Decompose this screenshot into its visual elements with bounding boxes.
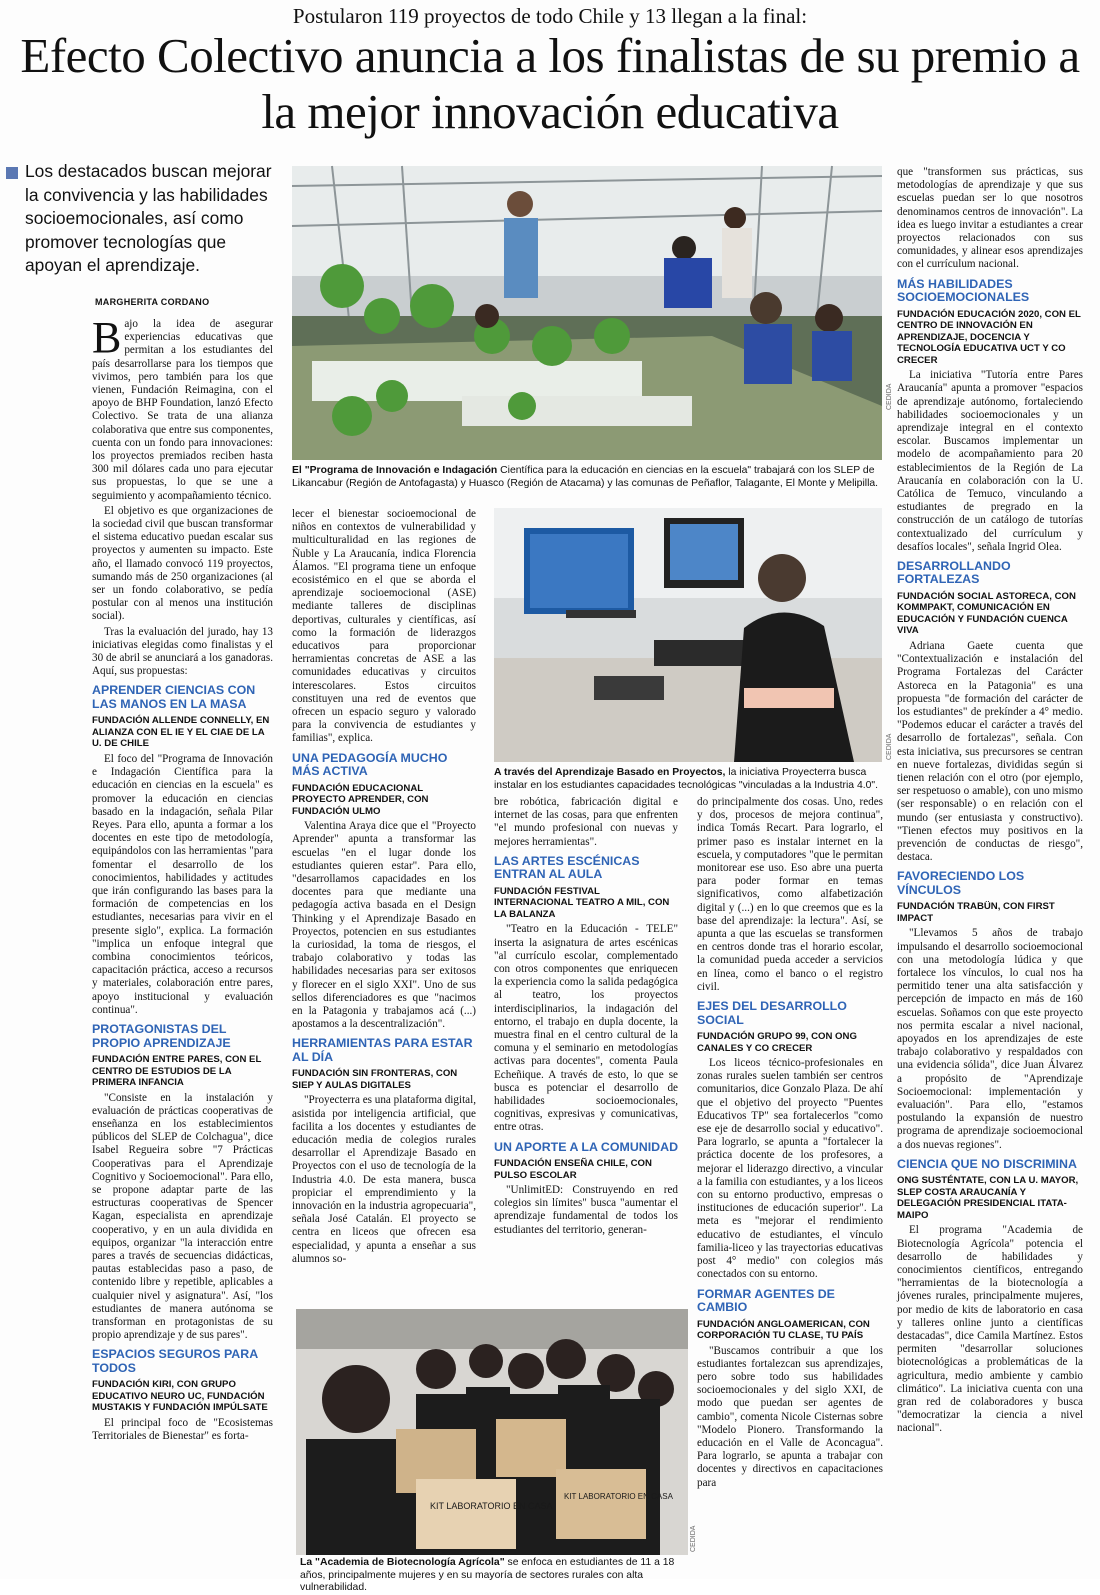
byline: MARGHERITA CORDANO [95,297,210,307]
body-paragraph: El objetivo es que organizaciones de la sociedad civil que buscan transformar el sistema educativo puedan escalar sus proyectos y aumenten su impacto. Este año, el llamado convocó 119 proyectos, sumando más de 250 organizaciones (al ser un fondo colaborativo, se pedía postular con al menos una institución social). [92,504,273,623]
section-heading: UNA PEDAGOGÍA MUCHO MÁS ACTIVA [292,750,448,779]
organization-line: FUNDACIÓN TRABÜN, CON FIRST IMPACT [897,901,1055,924]
section-heading: LAS ARTES ESCÉNICAS ENTRAN AL AULA [494,853,640,882]
organization-line: FUNDACIÓN ENTRE PARES, CON EL CENTRO DE ESTUDIOS DE LA PRIMERA INFANCIA [92,1054,262,1089]
section-heading: CIENCIA QUE NO DISCRIMINA [897,1156,1077,1171]
organization-line: FUNDACIÓN EDUCACIONAL PROYECTO APRENDER, CON FUNDACIÓN ULMO [292,782,429,817]
section-heading: EJES DEL DESARROLLO SOCIAL [697,999,847,1027]
kit-box-label: KIT LABORATORIO EN CASA [430,1501,553,1511]
photo-credit: CEDIDA [886,383,893,410]
kit-box-label: KIT LABORATORIO EN CASA [564,1492,673,1501]
body-paragraph: "Teatro en la Educación - TELE" inserta la asignatura de artes escénicas "al currículo escolar, complementado con otros componentes que enriquecen la experiencia como la salida pedagógica al teatro, los proyectos interdisciplinarios, la indagación del entorno, el trabajo en dupla docente, la muestra final en el centro cultural de la comuna y el seminario en metodologías activas para docentes", comenta Paula Echeñique. A través de esto, lo que se busca es potenciar el desarrollo de habilidades socioemocionales, cognitivas, expresivas y comunicativas, entre otras. [494,923,678,1134]
organization-line: FUNDACIÓN SOCIAL ASTORECA, CON KOMMPAKT, COMUNICACIÓN EN EDUCACIÓN Y FUNDACIÓN CUENCA VIVA [897,590,1076,637]
section-heading: MÁS HABILIDADES SOCIOEMOCIONALES [897,276,1030,305]
section-heading: APRENDER CIENCIAS CON LAS MANOS EN LA MASA [92,683,256,711]
body-paragraph: que "transformen sus prácticas, sus metodologías de aprendizaje y que sus escuelas puedan ser lo que nosotros denominamos centros de innovación". La idea es luego invitar a estudiantes a crear proyectos relacionados con sus comunidades, y alinear esos aprendizajes con el currículum nacional. [897,166,1083,271]
section-heading: FORMAR AGENTES DE CAMBIO [697,1286,835,1314]
body-paragraph: El programa "Academia de Biotecnología Agrícola" potencia el desarrollo de habilidades y conocimientos científicos, entregando "herramientas de la biotecnología a jóvenes rurales, principalmente mujeres, por medio de kits de laboratorio en casa y talleres online junto a científicas destacadas", dice Camila Martínez. Estos permiten "desarrollar soluciones biotecnológicas a problemáticas de la agricultura, medio ambiente y cambio climático". La iniciativa cuenta con una gran red de colaboradores y busca "democratizar la ciencia a nivel nacional". [897,1224,1083,1435]
body-paragraph: El foco del "Programa de Innovación e Indagación Científica para la educación en ciencias en la escuela" es promover la educación en ciencias basado en la indagación, señala Pilar Reyes. Para ello, apunta a formar a los docentes en este tipo de metodología, equipándolos con las herramientas "para fomentar el desarrollo de los conocimientos, habilidades y actitudes que irán configurando las bases para la formación de competencias en los estudiantes, necesarias para vivir en el presente siglo", explica. La formación "implica un enfoque integral que combina conocimientos teóricos, capacitación práctica, acceso a recursos y materiales, colaboración entre pares, apoyo institucional y evaluación continua". [92,752,273,1016]
body-paragraph: El principal foco de "Ecosistemas Territoriales de Bienestar" es forta- [92,1416,273,1443]
body-paragraph: "Llevamos 5 años de trabajo impulsando el desarrollo socioemocional con una metodología lúdica y que fortalece los vínculos, lo cual nos ha permitido tener una alta satisfacción y percepción de impacto en más de 160 escuelas. Soñamos con que este proyecto nos permita escalar a nivel nacional, apoyados en los aprendizajes de este trabajo colaborativo y respaldados con una evidencia sólida", dice Juan Álvarez a propósito de "Aprendizaje Socioemocional: implementación y evaluación". Para ello, "estamos postulando la expansión de nuestro programa de aprendizaje socioemocional a dos nuevas regiones". [897,927,1083,1151]
section-heading: DESARROLLANDO FORTALEZAS [897,558,1011,587]
photo-computer-lab [494,508,882,762]
body-paragraph: bre robótica, fabricación digital e internet de las cosas, para que enfrenten "el mundo profesional con nuevas y mejores herramientas". [494,796,678,848]
body-paragraph: "Consiste en la instalación y evaluación de prácticas cooperativas de enseñanza en los establecimientos públicos del SLEP de Colchagua", dice Isabel Regueira sobre "7 Prácticas Cooperativas para el Aprendizaje Cognitivo y Socioemocional". Para ello, se propone adaptar parte de las estructuras cooperativas de Spencer Kagan, especialista en aprendizaje cooperativo, y en un aula dividida en equipos, organizar "la interacción entre pares a través de secuencias didácticas, pautas establecidas paso a paso, de contenido libre y repetible, aplicables a cualquier nivel y asignatura". Así, "los estudiantes de manera autónoma se transforman en protagonistas de su propio aprendizaje y de sus pares". [92,1091,273,1342]
organization-line: FUNDACIÓN ALLENDE CONNELLY, EN ALIANZA CON EL IE Y EL CIAE DE LA U. DE CHILE [92,715,270,750]
article-deck: Los destacados buscan mejorar la convivencia y las habilidades socioemocionales, así como promover tecnologías que apoyan el aprendizaje. [25,161,272,276]
body-paragraph: lecer el bienestar socioemocional de niños en contextos de vulnerabilidad y multiculturalidad en las regiones de Ñuble y La Araucanía, indica Florencia Álamos. "El programa tiene un enfoque ecosistémico en el que se aborda el aprendizaje socioemocional (ASE) mediante talleres de disciplinas deportivas, culturales y científicas, así como la formación de liderazgos educativos para proporcionar herramientas concretas de ASE a las comunidades educativas y circuitos interescolares. Estos circuitos constituyen una red de eventos que ofrecen un espacio seguro y valorado para la convivencia de estudiantes y familias", explica. [292,508,476,745]
organization-line: FUNDACIÓN GRUPO 99, CON ONG CANALES Y CO CRECER [697,1031,857,1054]
body-paragraph: do principalmente dos cosas. Uno, redes y dos, procesos de mejora continua", indica Tomás Recart. Para lograrlo, el primer paso es instalar internet en la escuela, y computadores "que le permitan monitorear ese uso. Eso abre una puerta para poder formar en temas significativos, como alfabetización digital y (...) en lo que creemos que es la base del aprendizaje: la lectura". Así, se apunta a que las escuelas se transformen en centros donde tras el horario escolar, la comunidad pueda acceder a servicios en línea, como el banco o el registro civil. [697,796,883,993]
photo-credit: CEDIDA [886,733,893,760]
photo-caption-lab: A través del Aprendizaje Basado en Proyectos, la iniciativa Proyecterra busca instalar en los estudiantes capacidades tecnológicas "vinculadas a la Industria 4.0". [494,767,878,791]
organization-line: FUNDACIÓN EDUCACIÓN 2020, CON EL CENTRO DE INNOVACIÓN EN APRENDIZAJE, DOCENCIA Y TECNOLOGÍA EDUCATIVA UCT Y CO CRECER [897,308,1081,366]
dropcap: B [92,313,122,362]
deck-bullet-icon [6,167,18,179]
section-heading: FAVORECIENDO LOS VÍNCULOS [897,869,1025,897]
lead-paragraph: Bajo la idea de asegurar experiencias educativas que permitan a los estudiantes del país desarrollarse para los tiempos que vivimos, pero también para los que vienen, Fundación Reimagina, con el apoyo de BHP Foundation, lanzó Efecto Colectivo. Se trata de una alianza colaborativa que entre sus componentes, cuenta con un fondo para innovaciones: los proyectos premiados reciben hasta 300 mil dólares cada uno para ejecutar sus propuestas, lo que se une a seguimiento y acompañamiento técnico. [92,313,273,502]
column-1 [92,313,273,1445]
photo-caption-greenhouse: El "Programa de Innovación e Indagación Científica para la educación en ciencias en la escuela" trabajará con los SLEP de Likancabur (Región de Antofagasta) y Huasco (Región de Atacama) y las comunas de Peñaflor, Talagante, El Monte y Melipilla. [292,465,879,489]
section-heading: UN APORTE A LA COMUNIDAD [494,1139,679,1154]
body-paragraph: Los liceos técnico-profesionales en zonas rurales suelen también ser centros comunitarios, dice Gonzalo Plaza. De ahí que el objetivo del proyecto "Puentes Educativos TP" sea fortalecerlos "como ese eje de desarrollo social y educativo". Para lograrlo, se apunta a "fortalecer la práctica docente de los profesores, a mejorar el liderazgo directivo, a vincular a la familia con estudiantes, y a los liceos con su entorno productivo, empresas o instituciones de educación superior". La meta es "mejorar el rendimiento educativo de estudiantes, el vínculo familia-liceo y las trayectorias educativas post 4° medio" con colegios más conectados con su entorno. [697,1057,883,1281]
article-kicker: Postularon 119 proyectos de todo Chile y 13 llegan a la final: [292,4,808,28]
body-paragraph: Adriana Gaete cuenta que "Contextualización e instalación del Programa Fortalezas del Carácter Astoreca en la Patagonia" es una propuesta "de formación del carácter de los estudiantes" de prekínder a 4° medio. "Podemos educar el carácter a través del desarrollo de fortalezas", señala. Con esta iniciativa, sus precursores se centran en nueve fortalezas, divididas según si tienen relación con el otro (por ejemplo, ser respetuoso o amable), con uno mismo (ser responsable) o en relación con el mundo (ser entusiasta y constructivo). "Tienen efectos muy positivos en la prevención de conductas de riesgo", destaca. [897,639,1083,864]
body-paragraph: Valentina Araya dice que el "Proyecto Aprender" apunta a transformar las escuelas "en el lugar donde los estudiantes quieren estar". Para ello, "desarrollamos capacidades en los docentes para que mediante una pedagogía activa basada en el Design Thinking y el Aprendizaje Basado en Proyectos, potencien en sus estudiantes la curiosidad, la toma de riesgos, el trabajo colaborativo y todas las habilidades necesarias para ser exitosos y florecer en el siglo XXI". Uno de sus sellos diferenciadores es que "nacimos en la Patagonia y trabajamos acá (...) apostamos a la descentralización". [292,820,476,1031]
photo-students-kits [296,1309,688,1555]
column-3 [494,796,678,1239]
photo-caption-students: La "Academia de Biotecnología Agrícola" se enfoca en estudiantes de 11 a 18 años, principalmente mujeres y en su mayoría de sectores rurales con alta vulnerabilidad. [300,1557,675,1593]
organization-line: ONG SUSTÉNTATE, CON LA U. MAYOR, SLEP COSTA ARAUCANÍA Y DELEGACIÓN PRESIDENCIAL ITATA-MAIPO [897,1175,1079,1221]
column-4 [697,796,883,1492]
column-2 [292,508,476,1268]
body-paragraph: "Proyecterra es una plataforma digital, asistida por inteligencia artificial, que facilita a los docentes y estudiantes de educación media de colegios rurales desarrollar el Aprendizaje Basado en Proyectos con el uso de tecnología de la Industria 4.0. De esta manera, busca propiciar el emprendimiento y la innovación en la industria agropecuaria", señala José Catalán. El proyecto se centra en liceos que ofrecen esa especialidad, y apunta a enseñar a sus alumnos so- [292,1094,476,1265]
section-heading: HERRAMIENTAS PARA ESTAR AL DÍA [292,1036,473,1064]
column-5 [897,166,1083,1438]
body-paragraph: La iniciativa "Tutoría entre Pares Araucanía" apunta a promover "espacios de aprendizaje autónomo, fortaleciendo habilidades socioemocionales y un aprendizaje integral en el contexto escolar. Buscamos implementar un modelo de acompañamiento para 20 establecimientos de la Región de La Araucanía en colaboración con la U. Católica de Temuco, vinculando a estudiantes de pregrado en la construcción de un catálogo de tutorías contextualizado del currículum y desafíos locales", señala Ingrid Olea. [897,369,1083,553]
article-headline: Efecto Colectivo anuncia a los finalistas de su premio a la mejor innovación educativa [20,28,1080,139]
organization-line: FUNDACIÓN KIRI, CON GRUPO EDUCATIVO NEURO UC, FUNDACIÓN MUSTAKIS Y FUNDACIÓN IMPÚLSATE [92,1379,268,1414]
photo-credit: CEDIDA [690,1525,697,1552]
body-paragraph: "UnlimitED: Construyendo en red colegios sin límites" busca "aumentar el aprendizaje fundamental de todos los estudiantes del territorio, generan- [494,1184,678,1236]
photo-greenhouse [292,166,882,460]
section-heading: PROTAGONISTAS DEL PROPIO APRENDIZAJE [92,1022,231,1050]
organization-line: FUNDACIÓN SIN FRONTERAS, CON SIEP Y AULAS DIGITALES [292,1068,458,1091]
body-paragraph: Tras la evaluación del jurado, hay 13 iniciativas elegidas como finalistas y el 30 de abril se anunciará a los ganadoras. Aquí, sus propuestas: [92,625,273,678]
organization-line: FUNDACIÓN ENSEÑA CHILE, CON PULSO ESCOLAR [494,1158,652,1181]
organization-line: FUNDACIÓN FESTIVAL INTERNACIONAL TEATRO A MIL, CON LA BALANZA [494,885,670,920]
body-paragraph: "Buscamos contribuir a que los estudiantes fortalezcan sus aprendizajes, pero sobre todo sus habilidades socioemocionales y del siglo XXI, de modo que puedan ser agentes de cambio", comenta Nicole Cisternas sobre "Modelo Pionero. Transformando la educación en el Valle de Aconcagua". Para lograrlo, se apunta a trabajar con docentes y directivos en capacitaciones para [697,1344,883,1489]
section-heading: ESPACIOS SEGUROS PARA TODOS [92,1347,258,1375]
organization-line: FUNDACIÓN ANGLOAMERICAN, CON CORPORACIÓN TU CLASE, TU PAÍS [697,1318,870,1341]
